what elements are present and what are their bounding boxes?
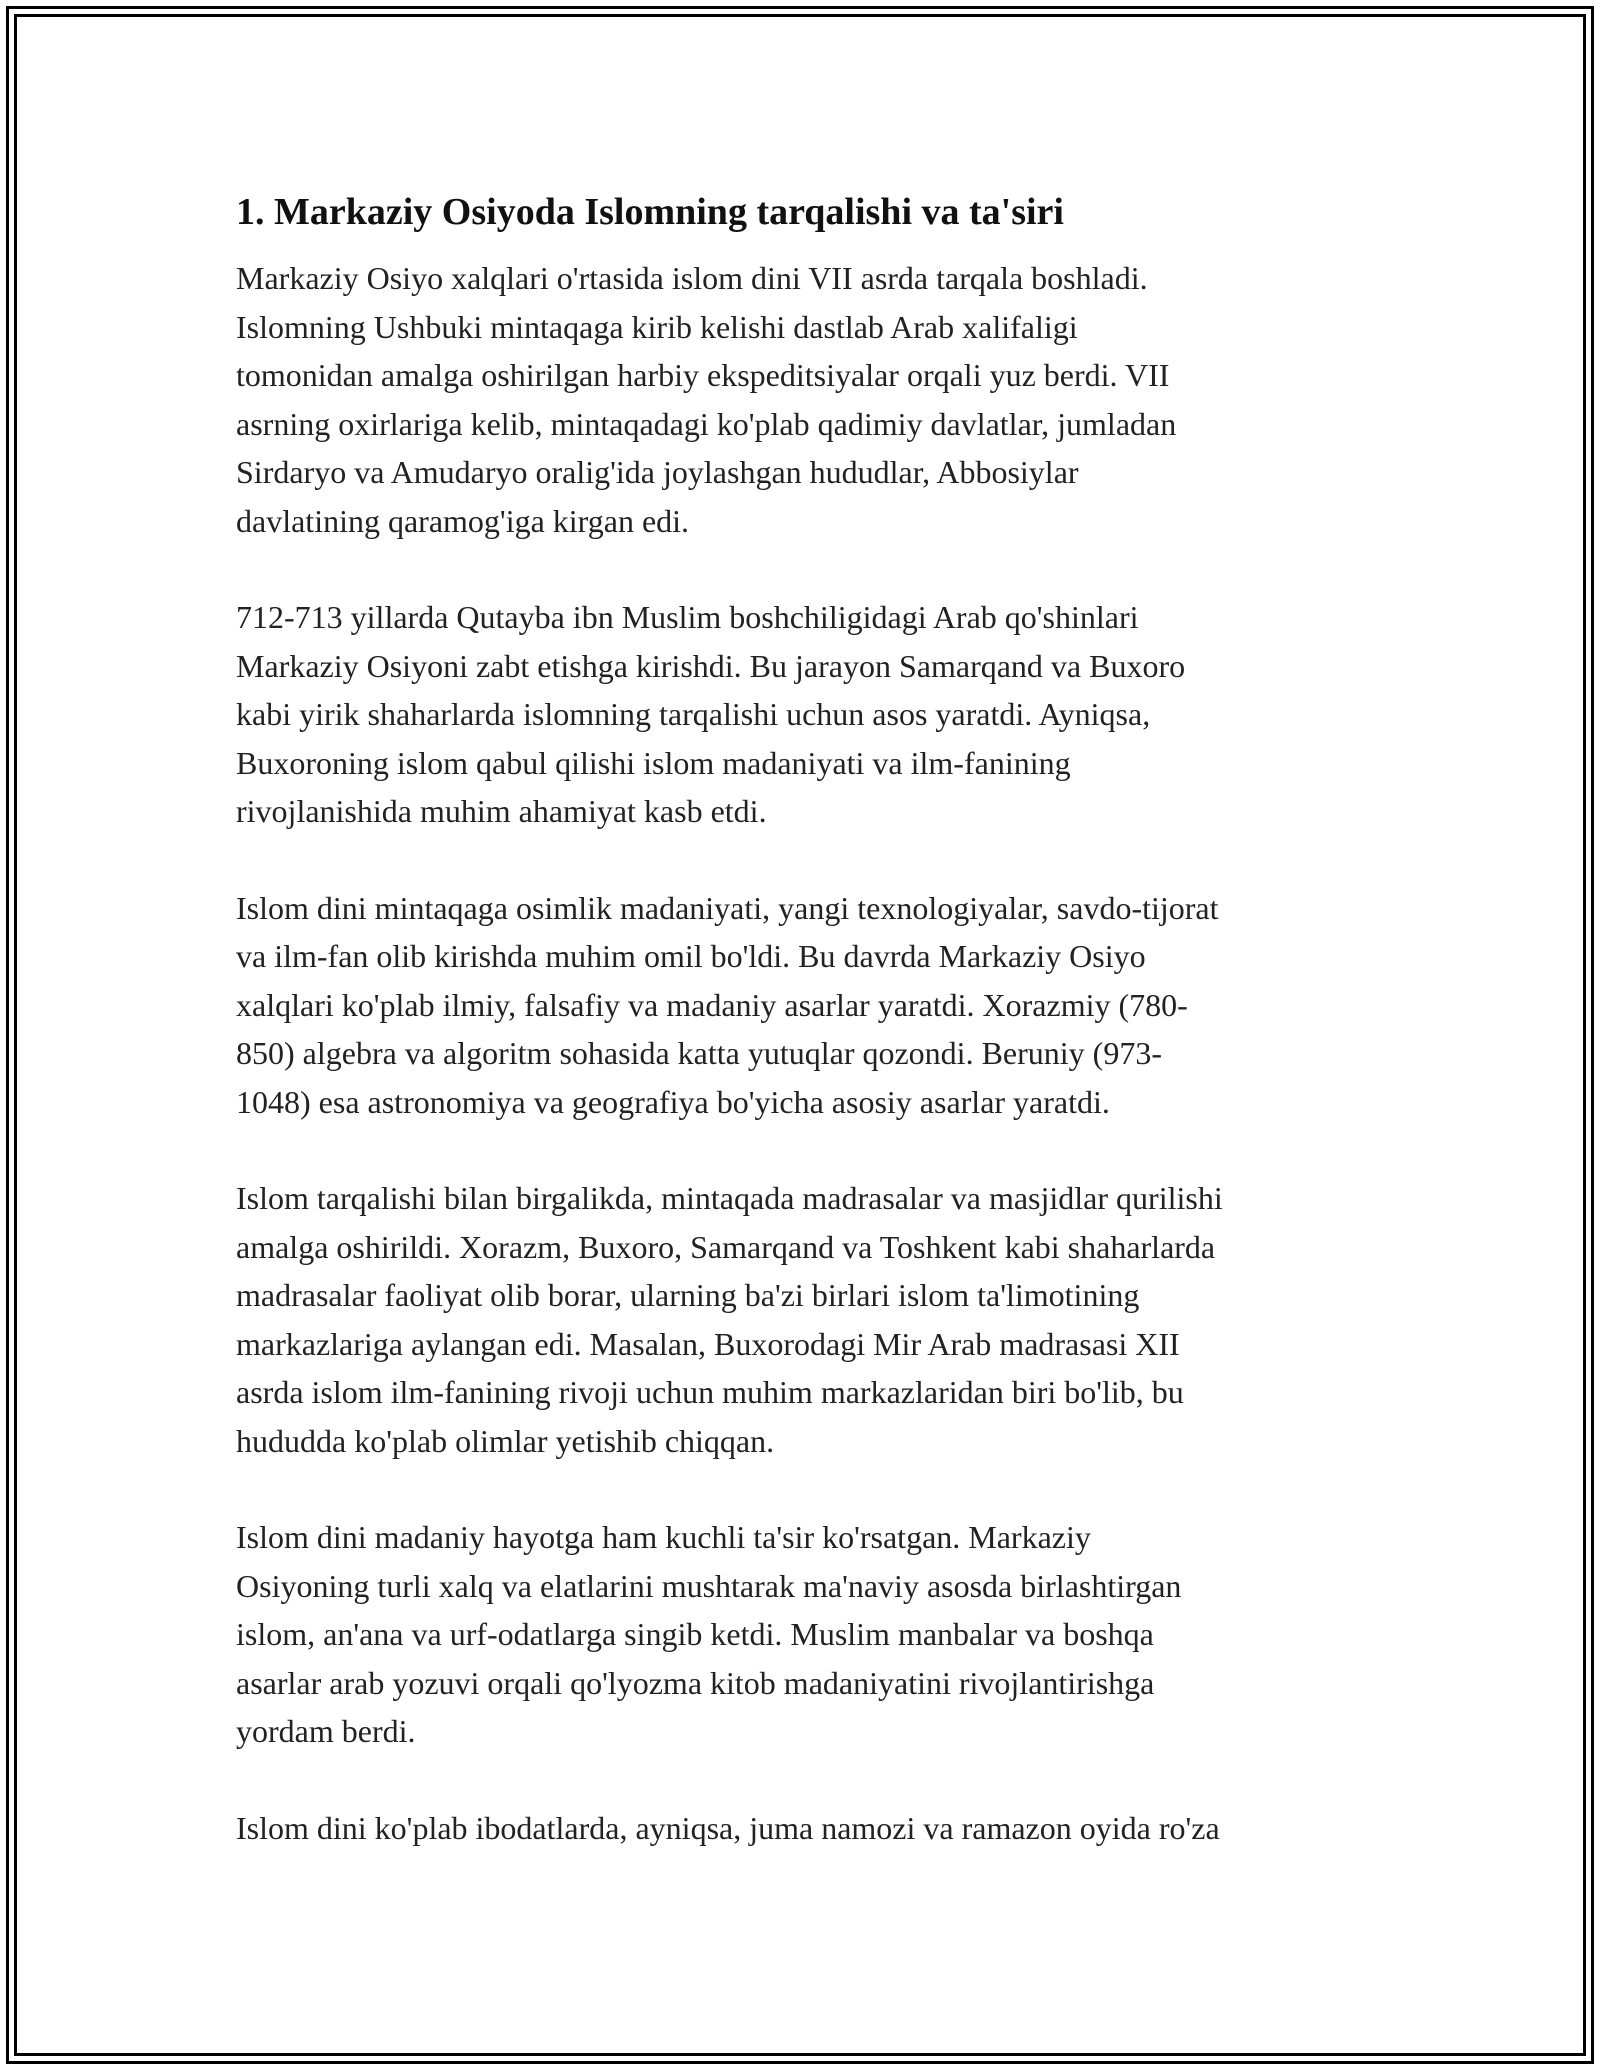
document-body (236, 186, 1376, 1900)
paragraph-1: Markaziy Osiyo xalqlari o'rtasida islom dini VII asrda tarqala boshladi. Islomning Ushbuki mintaqaga kirib kelishi dastlab Arab xalifaligi tomonidan amalga oshirilgan harbiy ekspeditsiyalar orqali yuz berdi. VII asrning oxirlariga kelib, mintaqadagi ko'plab qadimiy davlatlar, jumladan Sirdaryo va Amudaryo oralig'ida joylashgan hududlar, Abbosiylar davlatining qaramog'iga kirgan edi. (236, 260, 1177, 539)
paragraph-4: Islom tarqalishi bilan birgalikda, mintaqada madrasalar va masjidlar qurilishi amalga oshirildi. Xorazm, Buxoro, Samarqand va Toshkent kabi shaharlarda madrasalar faoliyat olib borar, ularning ba'zi birlari islom ta'limotining markazlariga aylangan edi. Masalan, Buxorodagi Mir Arab madrasasi XII asrda islom ilm-fanining rivoji uchun muhim markazlaridan biri bo'lib, bu hududda ko'plab olimlar yetishib chiqqan. (236, 1180, 1223, 1459)
page-title: 1. Markaziy Osiyoda Islomning tarqalishi va ta'siri (236, 191, 1064, 233)
paragraph-2: 712-713 yillarda Qutayba ibn Muslim boshchiligidagi Arab qo'shinlari Markaziy Osiyoni zabt etishga kirishdi. Bu jarayon Samarqand va Buxoro kabi yirik shaharlarda islomning tarqalishi uchun asos yaratdi. Ayniqsa, Buxoroning islom qabul qilishi islom madaniyati va ilm-fanining rivojlanishida muhim ahamiyat kasb etdi. (236, 599, 1186, 829)
paragraph-5: Islom dini madaniy hayotga ham kuchli ta'sir ko'rsatgan. Markaziy Osiyoning turli xalq va elatlarini mushtarak ma'naviy asosda birlashtirgan islom, an'ana va urf-odatlarga singib ketdi. Muslim manbalar va boshqa asarlar arab yozuvi orqali qo'lyozma kitob madaniyatini rivojlantirishga yordam berdi. (236, 1519, 1182, 1749)
paragraph-3: Islom dini mintaqaga osimlik madaniyati, yangi texnologiyalar, savdo-tijorat va ilm-fan olib kirishda muhim omil bo'ldi. Bu davrda Markaziy Osiyo xalqlari ko'plab ilmiy, falsafiy va madaniy asarlar yaratdi. Xorazmiy (780- 850) algebra va algoritm sohasida katta yutuqlar qozondi. Beruniy (973- 1048) esa astronomiya va geografiya bo'yicha asosiy asarlar yaratdi. (236, 889, 1219, 1120)
paragraph-6: Islom dini ko'plab ibodatlarda, ayniqsa, juma namozi va ramazon oyida ro'za (236, 1809, 1220, 1846)
